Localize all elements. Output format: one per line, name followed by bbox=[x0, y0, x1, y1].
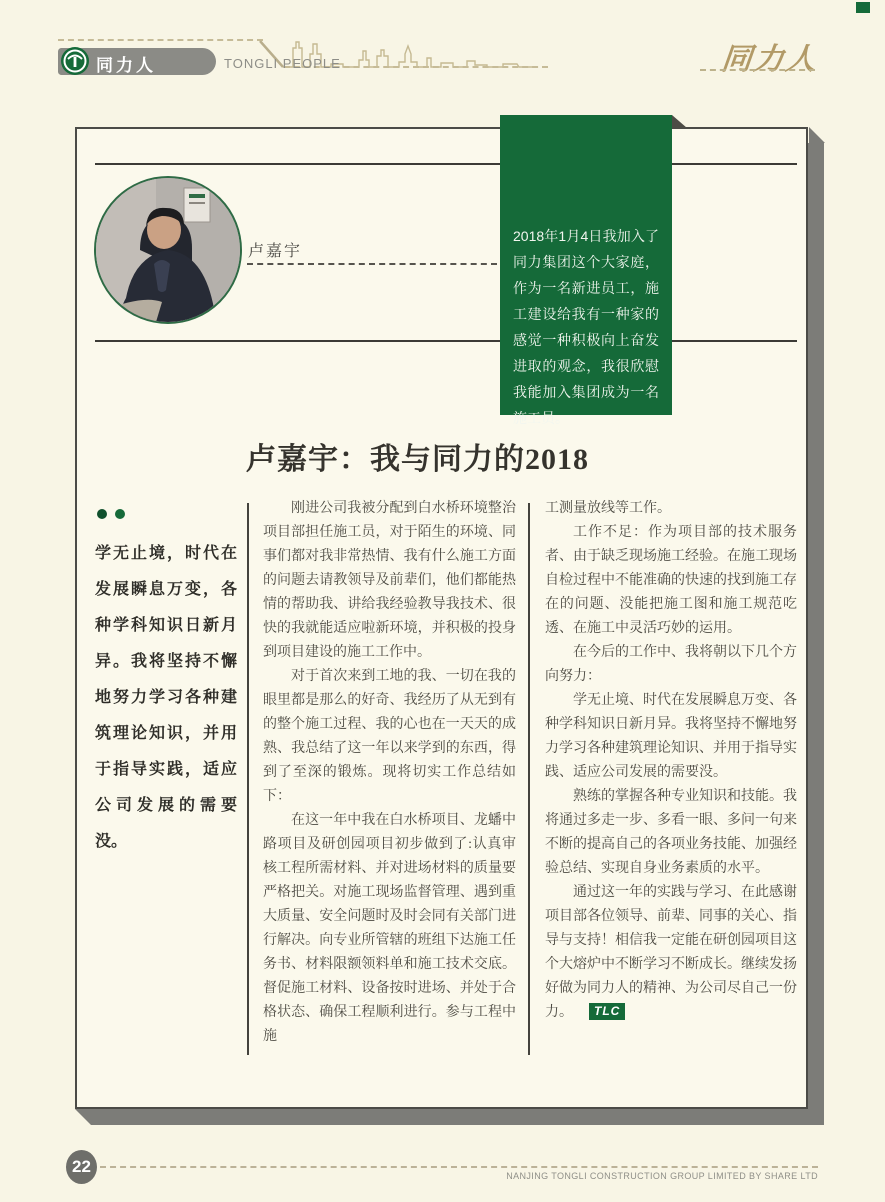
article-title: 卢嘉宇：我与同力的2018 bbox=[246, 443, 589, 476]
paragraph: 在这一年中我在白水桥项目、龙蟠中路项目及研创园项目初步做到了:认真审核工程所需材料、并对进场材料的质量要严格把关。对施工现场监督管理、遇到重大质量、安全问题时及时会同有关部门进行解决。向专业所管辖的班组下达施工任务书、材料限额领料单和施工技术交底。督促施工材料、设备按时进场、并处于合格状态、确保工程顺利进行。参与工程中施 bbox=[263, 813, 516, 1044]
profile-photo bbox=[94, 176, 242, 324]
paragraph-with-badge bbox=[545, 881, 797, 1025]
footer-company-name: NANJING TONGLI CONSTRUCTION GROUP LIMITED BY SHARE LTD bbox=[506, 1171, 818, 1181]
footer-dashed-line bbox=[100, 1166, 818, 1168]
card-rule-bottom bbox=[95, 340, 797, 342]
header-dashed-line-left bbox=[58, 39, 263, 41]
sidebar-pull-quote: 学无止境，时代在发展瞬息万变，各种学科知识日新月异。我将坚持不懈地努力学习各种建筑理论知识，并用于指导实践，适应公司发展的需要没。 bbox=[95, 545, 237, 850]
article-column-1 bbox=[263, 497, 516, 1049]
tongli-logo-icon bbox=[60, 46, 90, 76]
quote-ribbon bbox=[500, 115, 672, 426]
column-divider-right bbox=[528, 503, 530, 1055]
corner-green-mark bbox=[856, 2, 870, 13]
article-column-2 bbox=[545, 497, 797, 1025]
paragraph: 在今后的工作中、我将朝以下几个方向努力： bbox=[545, 645, 797, 684]
header-calligraphy-underline bbox=[700, 69, 815, 71]
paragraph: 学无止境、时代在发展瞬息万变、各种学科知识日新月异。我将坚持不懈地努力学习各种建筑理论知识、并用于指导实践、适应公司发展的需要没。 bbox=[545, 693, 797, 780]
profile-name: 卢嘉宇 bbox=[248, 243, 303, 260]
card-shadow-bevel-top-right bbox=[809, 127, 825, 143]
quote-dot-icon bbox=[115, 509, 125, 519]
paragraph-text: 通过这一年的实践与学习、在此感谢项目部各位领导、前辈、同事的关心、指导与支持！相信我一定能在研创园项目这个大熔炉中不断学习不断成长。继续发扬好做为同力人的精神、为公司尽自己一份力。 bbox=[545, 885, 797, 1020]
quote-dot-icon bbox=[97, 509, 107, 519]
header-banner-title: 同力人 bbox=[96, 56, 156, 75]
card-shadow-bevel-bottom-left bbox=[75, 1109, 91, 1125]
paragraph: 工测量放线等工作。 bbox=[545, 501, 671, 516]
header-banner-subtitle: TONGLI PEOPLE bbox=[224, 56, 341, 71]
header-calligraphy: 同力人 bbox=[719, 43, 820, 76]
paragraph: 对于首次来到工地的我、一切在我的眼里都是那么的好奇、我经历了从无到有的整个施工过程、我的心也在一天天的成熟、我总结了这一年以来学到的东西，得到了至深的锻炼。现将切实工作总结如下： bbox=[263, 669, 516, 804]
ribbon-quote-text: 2018年1月4日我加入了同力集团这个大家庭，作为一名新进员工，施工建设给我有一种家的感觉一种积极向上奋发进取的观念，我很欣慰我能加入集团成为一名施工员。 bbox=[513, 228, 659, 426]
profile-name-dashed-line bbox=[247, 263, 497, 265]
paragraph: 刚进公司我被分配到白水桥环境整治项目部担任施工员，对于陌生的环境、同事们都对我非常热情、我有什么施工方面的问题去请教领导及前辈们，他们都能热情的帮助我、讲给我经验教导我技术、很快的我就能适应啦新环境，并积极的投身到项目建设的施工工作中。 bbox=[263, 501, 516, 660]
page-number-badge: 22 bbox=[66, 1150, 97, 1184]
ribbon-fold bbox=[672, 115, 687, 128]
quote-dots bbox=[97, 506, 133, 524]
paragraph: 熟练的掌握各种专业知识和技能。我将通过多走一步、多看一眼、多问一句来不断的提高自己的各项业务技能、加强经验总结、实现自身业务素质的水平。 bbox=[545, 789, 797, 876]
column-divider-left bbox=[247, 503, 249, 1055]
card-rule-top bbox=[95, 163, 797, 165]
paragraph: 工作不足：作为项目部的技术服务者、由于缺乏现场施工经验。在施工现场自检过程中不能准确的快速的找到施工存在的问题、没能把施工图和施工规范吃透、在施工中灵活巧妙的运用。 bbox=[545, 525, 797, 636]
tlc-end-badge: TLC bbox=[589, 1003, 625, 1020]
